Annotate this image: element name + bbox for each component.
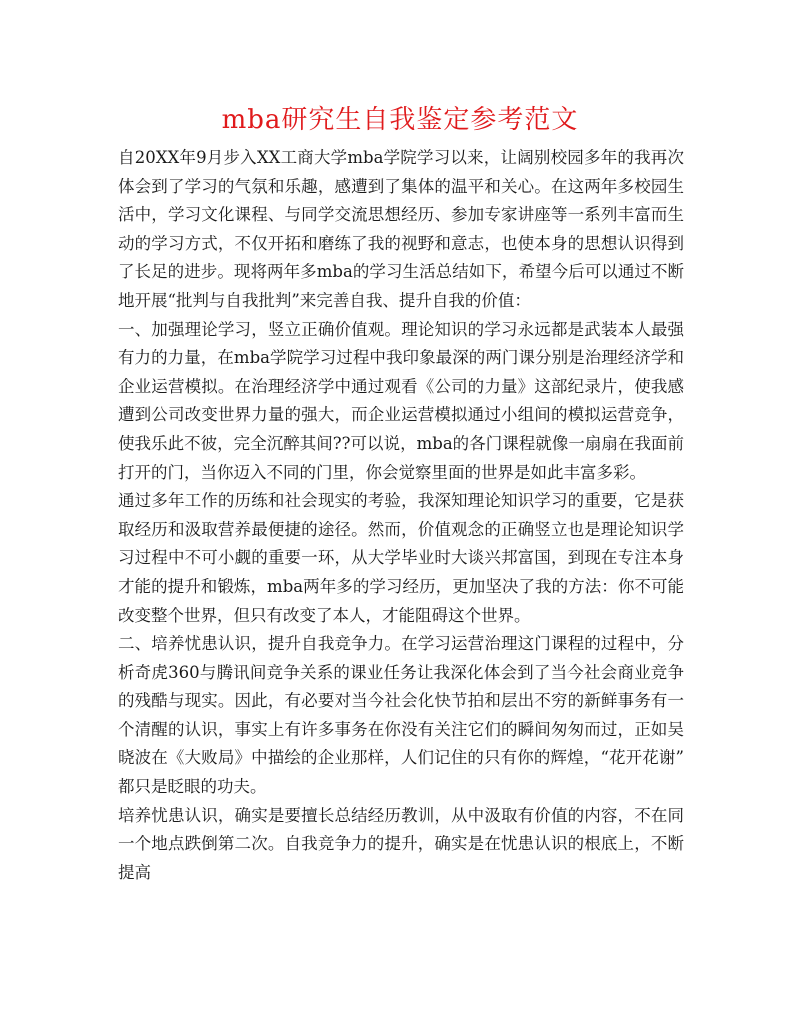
document-body xyxy=(118,144,684,887)
paragraph-crisis-awareness: 二、培养忧患认识，提升自我竞争力。在学习运营治理这门课程的过程中，分析奇虎360与腾讯间竞争关系的课业任务让我深化体会到了当今社会商业竞争的残酷与现实。因此，有必要对当今社会化快节拍和层出不穷的新鲜事务有一个清醒的认识，事实上有许多事务在你没有关注它们的瞬间匆匆而过，正如吴晓波在《大败局》中描绘的企业那样，人们记住的只有你的辉煌，“花开花谢”都只是眨眼的功夫。 xyxy=(118,634,684,797)
paragraph-work-experience: 通过多年工作的历练和社会现实的考验，我深知理论知识学习的重要，它是获取经历和汲取营养最便捷的途径。然而，价值观念的正确竖立也是理论知识学习过程中不可小觑的重要一环，从大学毕业时大谈兴邦富国，到现在专注本身才能的提升和锻炼，mba两年多的学习经历，更加坚决了我的方法：你不可能改变整个世界，但只有改变了本人，才能阻碍这个世界。 xyxy=(118,491,684,625)
paragraph-competitiveness: 培养忧患认识，确实是要擅长总结经历教训，从中汲取有价值的内容，不在同一个地点跌倒第二次。自我竞争力的提升，确实是在忧患认识的根底上，不断提高 xyxy=(118,805,684,882)
paragraph-intro: 自20XX年9月步入XX工商大学mba学院学习以来，让阔别校园多年的我再次体会到了学习的气氛和乐趣，感遭到了集体的温平和关心。在这两年多校园生活中，学习文化课程、与同学交流思想经历、参加专家讲座等一系列丰富而生动的学习方式，不仅开拓和磨练了我的视野和意志，也使本身的思想认识得到了长足的进步。现将两年多mba的学习生活总结如下，希望今后可以通过不断地开展“批判与自我批判”来完善自我、提升自我的价值： xyxy=(118,148,684,310)
document-title: mba研究生自我鉴定参考范文 xyxy=(221,105,579,135)
paragraph-theory-study: 一、加强理论学习，竖立正确价值观。理论知识的学习永远都是武装本人最强有力的力量，在mba学院学习过程中我印象最深的两门课分别是治理经济学和企业运营模拟。在治理经济学中通过观看《公司的力量》这部纪录片，使我感遭到公司改变世界力量的强大，而企业运营模拟通过小组间的模拟运营竞争，使我乐此不彼，完全沉醉其间??可以说，mba的各门课程就像一扇扇在我面前打开的门，当你迈入不同的门里，你会觉察里面的世界是如此丰富多彩。 xyxy=(118,319,684,482)
